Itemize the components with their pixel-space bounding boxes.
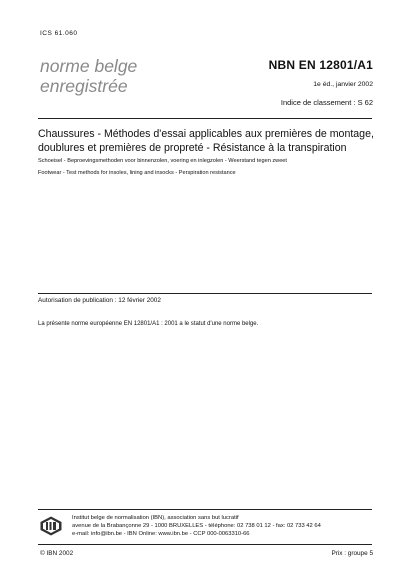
institute-line-3: e-mail: info@ibn.be - IBN Online: www.ibn.be - CCP 000-0063310-66 [72,531,250,538]
publication-authorization: Autorisation de publication : 12 février 2002 [38,297,161,304]
title-nl: Schoeisel - Beproevingsmethoden voor binnenzolen, voering en inlegzolen - Weerstand tegen zweet [38,158,287,164]
brand-line-1: norme belge [40,56,138,76]
title-fr-line-2: doublures et premières de propreté - Résistance à la transpiration [38,141,347,154]
status-statement: La présente norme européenne EN 12801/A1 : 2001 a le statut d'une norme belge. [38,321,259,327]
edition-date: 1e éd., janvier 2002 [313,81,373,88]
classification-index: Indice de classement : S 62 [280,98,373,107]
footer-divider [38,544,372,545]
document-title [38,128,374,155]
header-divider [38,118,372,119]
title-en: Footwear - Test methods for insoles, lining and insocks - Perspiration resistance [38,170,236,176]
brand-title [40,56,137,96]
body-divider [38,293,372,294]
ics-code: ICS 61.060 [40,30,78,37]
institute-line-2: avenue de la Brabançonne 29 - 1000 BRUXELLES - téléphone: 02 738 01 12 - fax: 02 733 42 64 [72,523,321,530]
institute-line-1: Institut belge de normalisation (IBN), association sans but lucratif [72,515,239,521]
brand-line-2: enregistrée [40,76,128,96]
ibn-logo-icon [40,516,62,536]
price-group: Prix : groupe 5 [331,550,373,557]
institute-divider [38,509,372,510]
copyright: © IBN 2002 [40,550,74,557]
institute-info [72,514,321,539]
standard-number: NBN EN 12801/A1 [268,58,373,72]
title-fr-line-1: Chaussures - Méthodes d'essai applicables aux premières de montage, [38,128,374,140]
